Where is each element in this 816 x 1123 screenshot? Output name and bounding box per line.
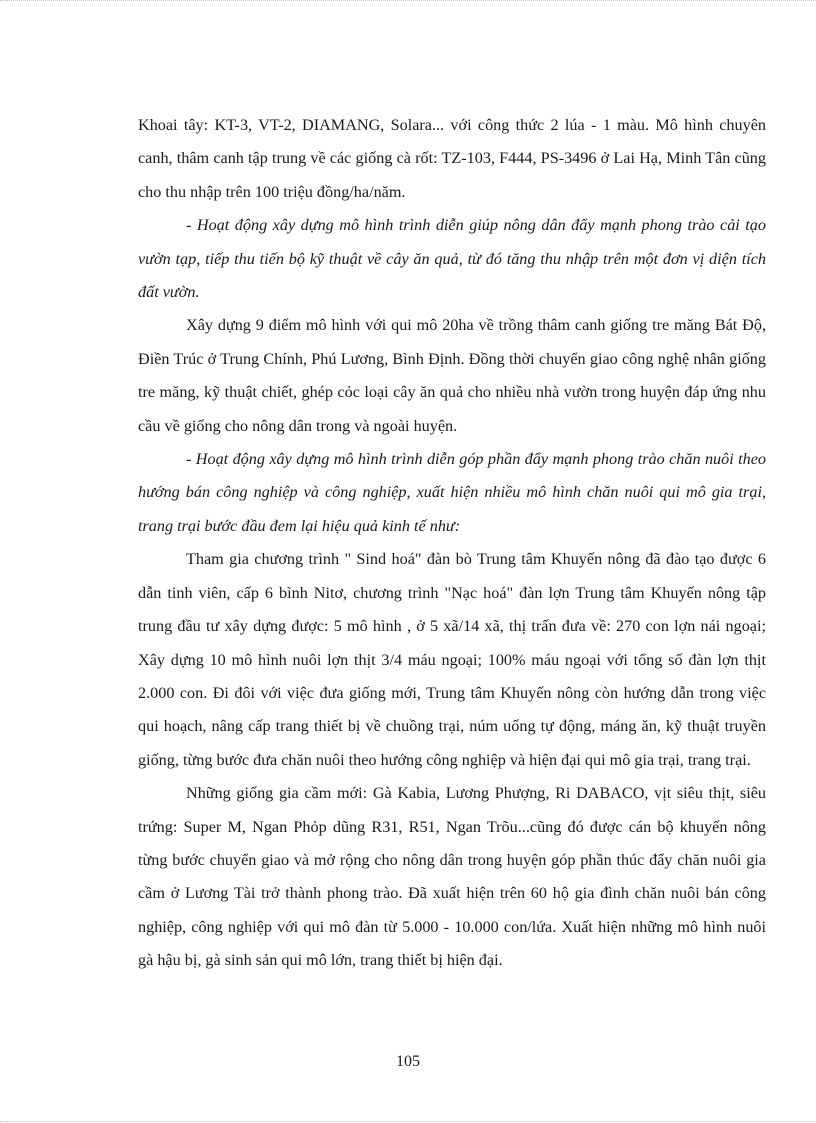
paragraph-1: Khoai tây: KT-3, VT-2, DIAMANG, Solara... với công thức 2 lúa - 1 màu. Mô hình chuyên canh, thâm canh tập trung về các giống cà rốt: TZ-103, F444, PS-3496 ở Lai Hạ, Minh Tân cũng cho thu nhập trên 100 triệu đồng/ha/năm. [138, 116, 766, 201]
paragraph-6: Những giống gia cầm mới: Gà Kabia, Lương Phượng, Ri DABACO, vịt siêu thịt, siêu trứng: Super M, Ngan Phỏp dũng R31, R51, Ngan Trõu...cũng đó được cán bộ khuyến nông từng bước chuyển giao và mở rộng cho nông dân trong huyện góp phần thúc đẩy chăn nuôi gia cầm ở Lương Tài trở thành phong trào. Đã xuất hiện trên 60 hộ gia đình chăn nuôi bán công nghiệp, công nghiệp với qui mô đàn từ 5.000 - 10.000 con/lứa. Xuất hiện những mô hình nuôi gà hậu bị, gà sinh sản qui mô lớn, trang thiết bị hiện đại. [138, 784, 766, 970]
page-number: 105 [396, 1053, 420, 1070]
paragraph-3: Xây dựng 9 điểm mô hình với qui mô 20ha về trồng thâm canh giống tre măng Bát Độ, Điền Trúc ở Trung Chính, Phú Lương, Bình Định. Đồng thời chuyển giao công nghệ nhân giống tre măng, kỹ thuật chiết, ghép cỏc loại cây ăn quả cho nhiều nhà vườn trong huyện đáp ứng nhu cầu về giống cho nông dân trong và ngoài huyện. [138, 316, 766, 435]
paragraph-4-italic-heading: - Hoạt động xây dựng mô hình trình diễn góp phần đẩy mạnh phong trào chăn nuôi theo hướng bán công nghiệp và công nghiệp, xuất hiện nhiều mô hình chăn nuôi qui mô gia trại, trang trại bước đầu đem lại hiệu quả kinh tế như: [138, 450, 766, 535]
paragraph-2-italic-heading: - Hoạt động xây dựng mô hình trình diễn giúp nông dân đẩy mạnh phong trào cải tạo vườn tạp, tiếp thu tiến bộ kỹ thuật về cây ăn quả, từ đó tăng thu nhập trên một đơn vị diện tích đất vườn. [138, 216, 766, 302]
paragraph-5: Tham gia chương trình " Sind hoá" đàn bò Trung tâm Khuyến nông đã đào tạo được 6 dẫn tinh viên, cấp 6 bình Nitơ, chương trình "Nạc hoá" đàn lợn Trung tâm Khuyến nông tập trung đầu tư xây dựng được: 5 mô hình , ở 5 xã/14 xã, thị trấn đưa về: 270 con lợn nái ngoại; Xây dựng 10 mô hình nuôi lợn thịt 3/4 máu ngoại; 100% máu ngoại với tổng số đàn lợn thịt 2.000 con. Đi đôi với việc đưa giống mới, Trung tâm Khuyến nông còn hướng dẫn trong việc qui hoạch, nâng cấp trang thiết bị về chuồng trại, núm uống tự động, máng ăn, kỹ thuật truyền giống, từng bước đưa chăn nuôi theo hướng công nghiệp và hiện đại qui mô gia trại, trang trại. [138, 550, 766, 769]
body-text [138, 109, 766, 978]
bottom-divider [0, 1121, 816, 1122]
